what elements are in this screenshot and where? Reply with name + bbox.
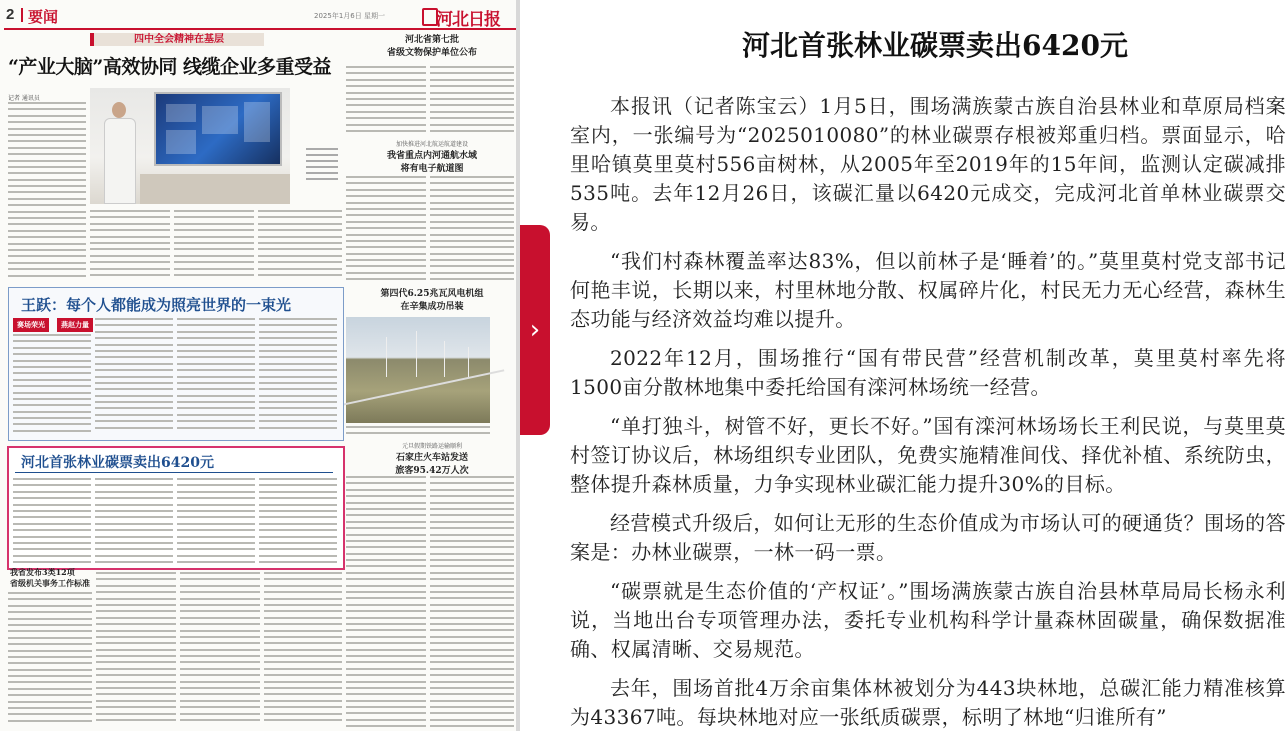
page-number: 2 xyxy=(6,6,15,23)
story-column xyxy=(430,176,514,282)
lead-story-column xyxy=(258,210,342,280)
feature-box-wang-yue[interactable] xyxy=(8,287,344,441)
article-paragraph: 经营模式升级后，如何让无形的生态价值成为市场认可的硬通货？围场的答案是：办林业碳票，一林一码一票。 xyxy=(570,511,1286,564)
article-paragraph: 去年，围场首批4万余亩集体林被划分为443块林地，总碳汇能力精准核算为43367吨。每块林地对应一张纸质碳票，标明了林地“归谁所有” xyxy=(570,676,1286,729)
lead-story-column xyxy=(90,210,170,280)
lead-story-headline[interactable]: “产业大脑”高效协同 线缆企业多重受益 xyxy=(8,56,331,78)
article-panel xyxy=(570,24,1286,729)
story-column xyxy=(264,572,342,726)
story-column xyxy=(259,478,337,564)
chevron-right-icon: › xyxy=(529,315,541,345)
control-desk xyxy=(140,174,290,204)
masthead-divider xyxy=(21,8,23,22)
newspaper-masthead xyxy=(4,4,516,30)
article-paragraph: “碳票就是生态价值的‘产权证’。”围场满族蒙古族自治县林草局局长杨永利说，当地出台专项管理办法，委托专业机构科学计量森林固碳量，确保数据准确、权属清晰、交易规范。 xyxy=(570,579,1286,661)
story-headline-relics[interactable]: 河北省第七批 省级文物保护单位公布 xyxy=(386,35,477,58)
feature-column xyxy=(177,318,255,434)
article-paragraph: “我们村森林覆盖率达83%，但以前林子是‘睡着’的。”莫里莫村党支部书记何艳丰说，长期以来，村里林地分散、权属碎片化，村民无力无心经营，森林生态功能与经济效益均难以提升。 xyxy=(570,249,1286,331)
story-column xyxy=(13,478,91,564)
photo-caption xyxy=(346,426,490,440)
feature-column xyxy=(95,318,173,434)
title-underline xyxy=(15,472,333,473)
display-screen xyxy=(154,92,282,166)
feature-column xyxy=(13,334,91,434)
story-column xyxy=(346,476,426,726)
lead-story-photo[interactable] xyxy=(90,88,290,204)
lead-story-byline: 记者 通讯员 xyxy=(8,95,40,102)
story-column xyxy=(346,176,426,282)
section-name: 要闻 xyxy=(28,8,59,26)
feature-column xyxy=(259,318,337,434)
highlighted-story-box[interactable] xyxy=(7,446,345,570)
story-column xyxy=(346,66,426,134)
lead-story-column xyxy=(174,210,254,280)
masthead-date: 2025年1月6日 星期一 xyxy=(314,12,385,20)
story-kicker: 元旦假期铁路运输顺利 xyxy=(401,443,462,450)
story-column xyxy=(430,476,514,726)
story-kicker: 加快推进河北航运航道建设 xyxy=(395,141,468,148)
story-column xyxy=(8,592,92,726)
lead-story-column xyxy=(8,102,86,280)
story-headline-railway[interactable] xyxy=(352,442,512,478)
collapse-panel-button[interactable] xyxy=(520,225,550,435)
story-column xyxy=(177,478,255,564)
article-paragraph: “单打独斗，树管不好，更长不好。”国有滦河林场场长王利民说，与莫里莫村签订协议后，林场组织专业团队，免费实施精准间伐、择优补植、系统防虫，整体提升森林质量，力争实现林业碳汇能力提升30%的目标。 xyxy=(570,414,1286,496)
newspaper-logo: 河北日报 xyxy=(436,10,500,30)
story-title: 我省重点内河通航水域 将有电子航道图 xyxy=(386,151,477,174)
story-headline-waterway[interactable] xyxy=(352,140,512,176)
story-column xyxy=(96,572,176,726)
story-column xyxy=(430,66,514,134)
person-figure xyxy=(104,102,134,202)
story-column xyxy=(180,572,260,726)
feature-box-title: 王跃：每个人都能成为照亮世界的一束光 xyxy=(21,296,292,314)
article-title: 河北首张林业碳票卖出6420元 xyxy=(742,29,1128,62)
story-headline-standards[interactable]: 我省发布3类12项 省级机关事务工作标准 xyxy=(10,567,90,588)
newspaper-page[interactable] xyxy=(0,0,520,731)
story-title: 石家庄火车站发送 旅客95.42万人次 xyxy=(395,453,469,476)
highlighted-story-title: 河北首张林业碳票卖出6420元 xyxy=(21,455,214,471)
article-paragraph: 2022年12月，围场推行“国有带民营”经营机制改革，莫里莫村率先将1500亩分散林地集中委托给国有滦河林场统一经营。 xyxy=(570,346,1286,399)
feature-tag: 赛场荣光 xyxy=(13,318,49,332)
story-headline-windturbine[interactable]: 第四代6.25兆瓦风电机组 在辛集成功吊装 xyxy=(380,289,484,312)
article-paragraph: 本报讯（记者陈宝云）1月5日，围场满族蒙古族自治县林业和草原局档案室内，一张编号为“2025010080”的林业碳票存根被郑重归档。票面显示，哈里哈镇莫里莫村556亩树林，从2005年至2019年的15年间，监测认定碳减排535吨。去年12月26日，该碳汇量以6420元成交，完成河北首单林业碳票交易。 xyxy=(570,94,1286,234)
story-column xyxy=(95,478,173,564)
column-band: 四中全会精神在基层 xyxy=(90,33,264,46)
photo-caption xyxy=(306,148,338,184)
feature-tag: 燕赵力量 xyxy=(57,318,93,332)
wind-farm-photo[interactable] xyxy=(346,317,490,423)
